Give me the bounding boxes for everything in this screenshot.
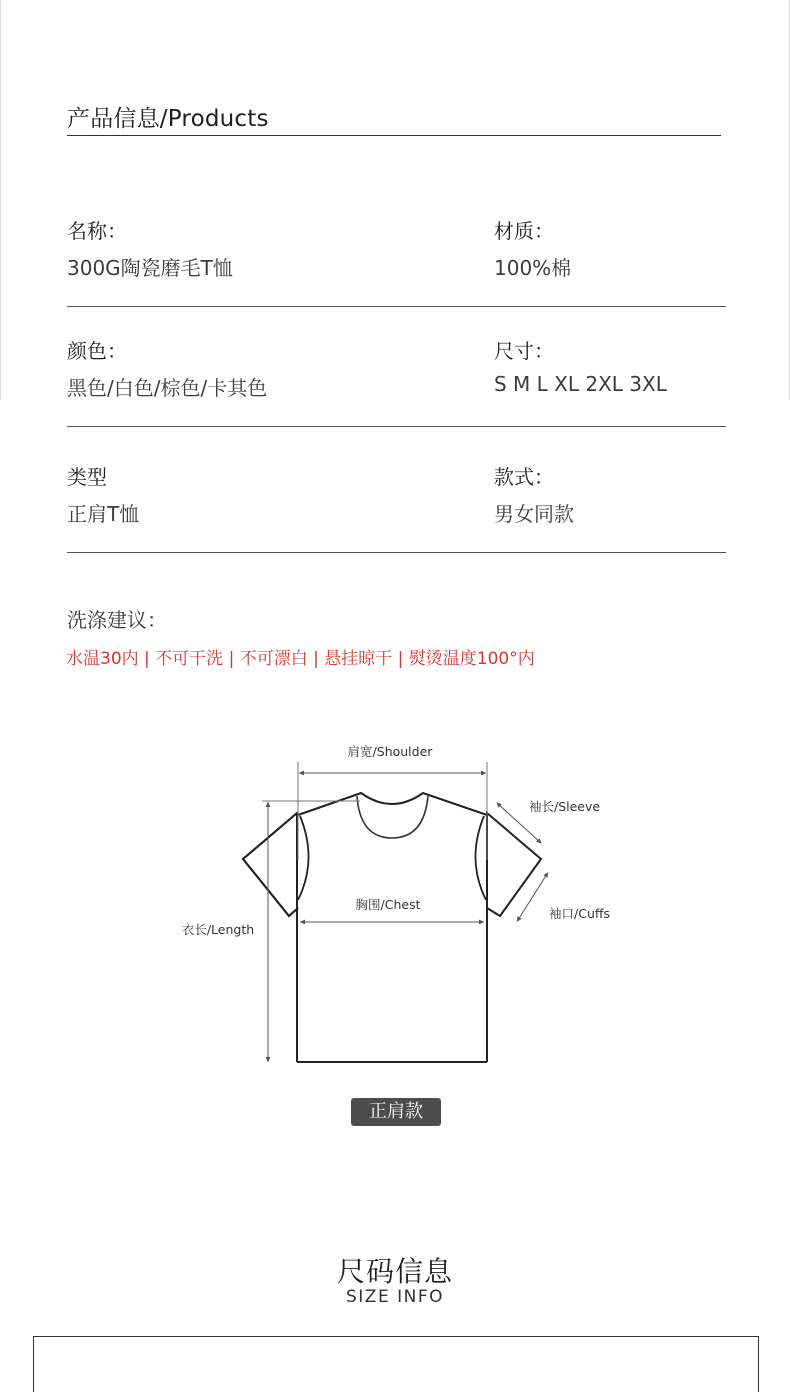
tshirt-outline-icon (243, 793, 541, 1062)
color-label: 颜色： (67, 339, 127, 363)
size-table-frame (33, 1336, 759, 1392)
name-value: 300G陶瓷磨毛T恤 (67, 256, 233, 280)
tshirt-measurement-diagram (0, 720, 790, 1080)
length-label: 衣长/Length (181, 922, 255, 937)
washing-label: 洗涤建议： (67, 608, 167, 632)
products-section-title: 产品信息/Products (67, 106, 269, 132)
title-divider (67, 135, 721, 136)
size-info-title: 尺码信息 (336, 1255, 453, 1288)
shoulder-label: 肩宽/Shoulder (347, 744, 433, 759)
style-label: 款式： (494, 465, 554, 489)
color-value: 黑色/白色/棕色/卡其色 (67, 376, 268, 400)
washing-instructions: 水温30内 | 不可干洗 | 不可漂白 | 悬挂晾干 | 熨烫温度100°内 (66, 649, 535, 669)
sleeve-label: 袖长/Sleeve (529, 799, 601, 814)
material-label: 材质： (494, 219, 554, 243)
cuffs-label: 袖口/Cuffs (549, 906, 610, 921)
row-divider (67, 552, 726, 553)
size-value: S M L XL 2XL 3XL (494, 372, 667, 396)
style-value: 男女同款 (494, 502, 574, 526)
row-divider (67, 306, 726, 307)
type-value: 正肩T恤 (67, 502, 140, 526)
name-label: 名称： (67, 219, 127, 243)
page-edge-left (0, 0, 1, 400)
size-label: 尺寸： (494, 339, 554, 363)
row-divider (67, 426, 726, 427)
type-label: 类型 (67, 465, 107, 489)
fit-style-badge: 正肩款 (351, 1098, 441, 1126)
size-info-subtitle: SIZE INFO (346, 1287, 444, 1307)
chest-label: 胸围/Chest (355, 897, 421, 912)
material-value: 100%棉 (494, 256, 572, 280)
